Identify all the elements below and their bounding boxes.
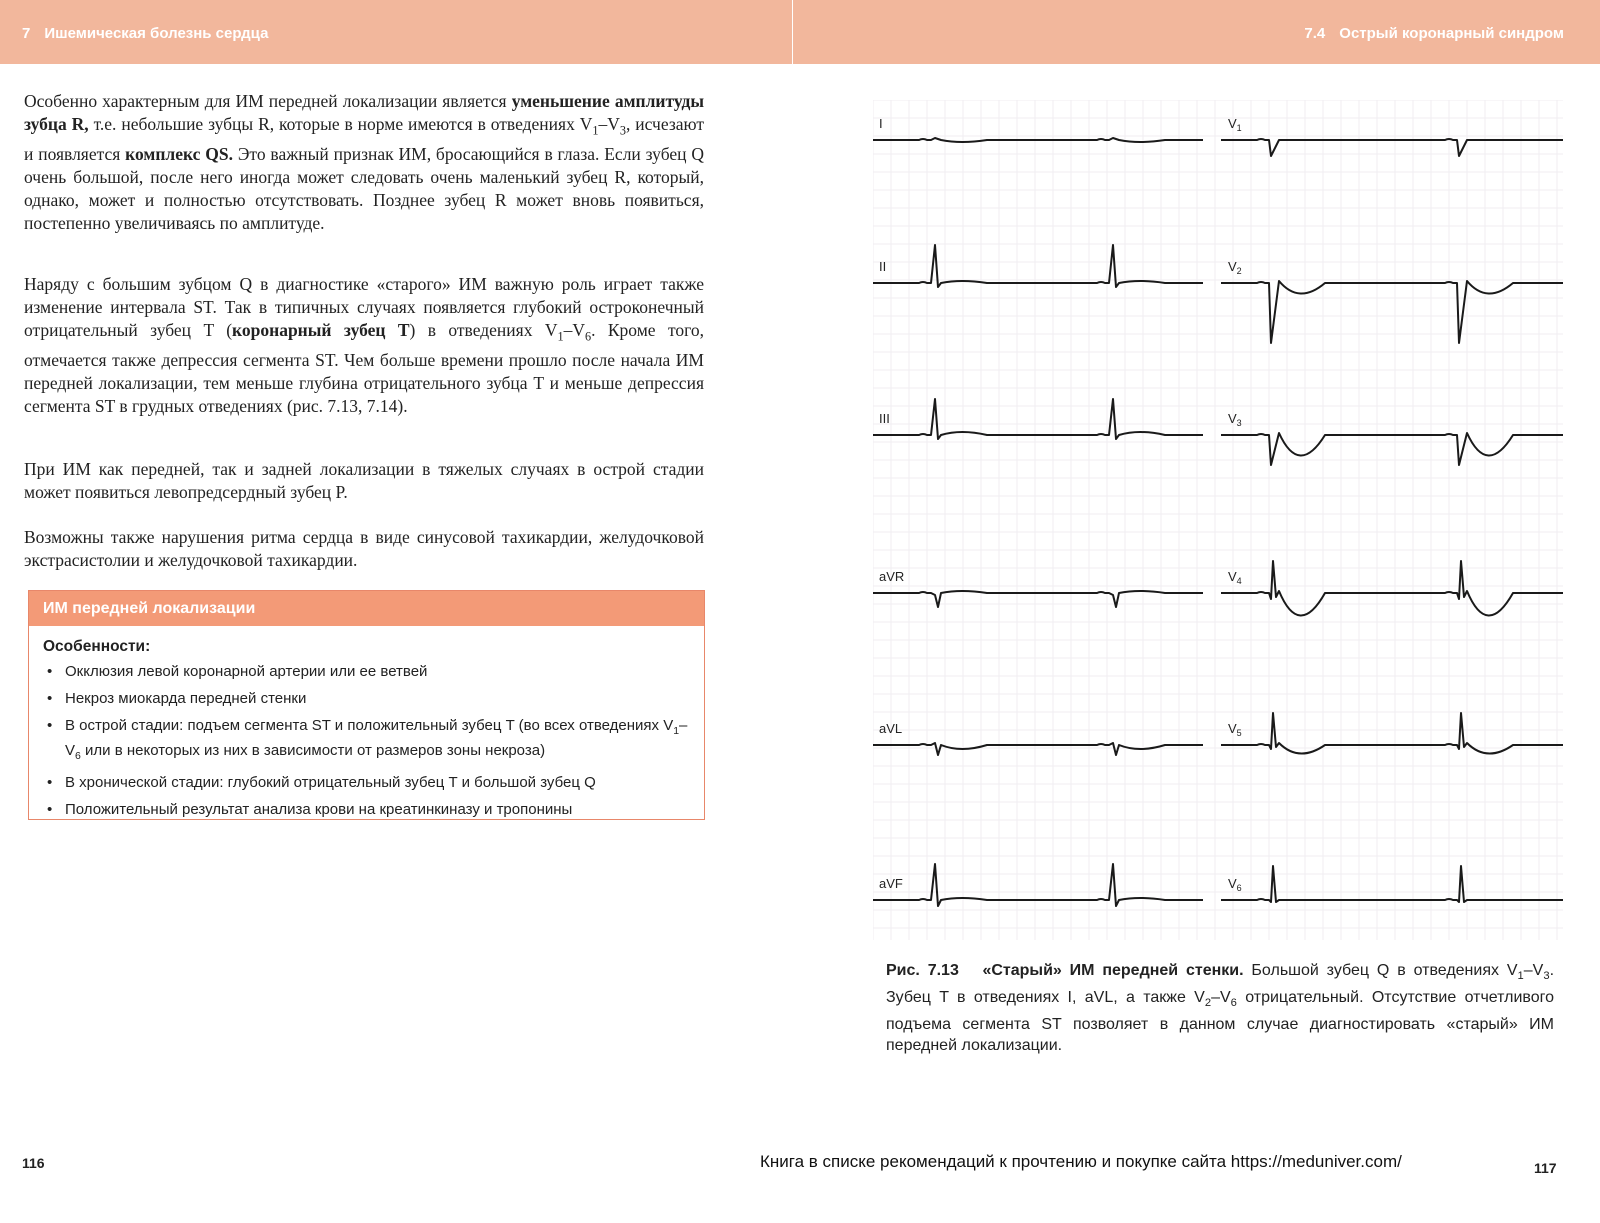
p1-text-c: т.е. небольшие зубцы R, которые в норме имеются в отведениях V (88, 114, 593, 134)
info-box-list (29, 662, 704, 820)
paragraph-4 (24, 526, 704, 572)
ecg-trace (873, 138, 1203, 142)
section-number: 7.4 (1304, 25, 1326, 42)
p2-sub-2: 6 (585, 329, 592, 344)
page-number-right: 117 (1534, 1160, 1557, 1176)
p1-text-e: Это важный признак ИМ, бросающийся в глаза. Если зубец Q очень большой, после него иногда может следовать очень маленький зубец R, который, однако, может и полностью отсутствовать. Позднее зубец R может вновь появиться, постепенно увеличиваясь по амплитуде. (24, 143, 704, 233)
list-item-tail: или в некоторых из них в зависимости от размеров зоны некроза) (80, 742, 546, 759)
lead-label-left: aVL (879, 721, 903, 736)
lead-label-right (1228, 569, 1242, 586)
list-item: • Положительный результат анализа крови на креатинкиназу и тропонины (65, 800, 690, 820)
lead-label-right (1228, 411, 1242, 428)
p2-dash: –V (563, 320, 585, 340)
caption-sub-2: 3 (1543, 970, 1550, 983)
lead-label-sub: 4 (1236, 576, 1242, 586)
chapter-title: Ишемическая болезнь сердца (44, 25, 269, 42)
lead-label-left: I (879, 116, 883, 131)
ecg-trace (873, 864, 1203, 906)
lead-label-left: aVF (879, 876, 903, 891)
ecg-trace (873, 591, 1203, 607)
p2-text-d: . Кроме того, отмечается также депрессия сегмента ST. Чем больше времени прошло после начала ИМ передней локализации, тем меньше глубина отрицательного зубца T и меньше депрессия сегмента ST в грудных отведениях (рис. 7.13, 7.14). (24, 320, 704, 416)
ecg-traces (873, 138, 1563, 906)
running-header-right (793, 0, 1600, 64)
lead-label-base: V (1228, 721, 1237, 736)
info-box-subtitle: Особенности: (43, 638, 151, 655)
caption-text-1: Большой зубец Q в отведениях V (1243, 962, 1518, 979)
page-number-left: 116 (22, 1155, 45, 1171)
ecg-trace (873, 399, 1203, 439)
list-item-dash: –V (65, 717, 688, 759)
list-item-sub-2: 6 (75, 750, 81, 762)
lead-label-base: V (1228, 876, 1237, 891)
lead-label-base: V (1228, 569, 1237, 584)
ecg-trace (873, 743, 1203, 755)
lead-label-left: III (879, 411, 890, 426)
p1-bold-b: комплекс QS. (125, 143, 233, 164)
list-item-text: В острой стадии: подъем сегмента ST и положительный зубец T (во всех отведениях V (65, 717, 674, 734)
list-item: • В хронической стадии: глубокий отрицательный зубец T и большой зубец Q (65, 773, 690, 793)
paragraph-3 (24, 458, 704, 504)
lead-label-sub: 6 (1236, 883, 1242, 893)
info-box-title: ИМ передней локализации (29, 591, 704, 626)
section-title: Острый коронарный синдром (1339, 25, 1564, 42)
list-item: • Окклюзия левой коронарной артерии или ее ветвей (65, 662, 690, 682)
p1-text-a: Особенно характерным для ИМ передней локализации является (24, 91, 512, 111)
p1-bold-a: уменьшение амплитуды зубца R, (24, 91, 704, 134)
p3-text: При ИМ как передней, так и задней локализации в тяжелых случаях в острой стадии может появиться левопредсердный зубец P. (24, 459, 704, 502)
caption-text-2: –V (1523, 962, 1544, 979)
lead-label-right (1228, 876, 1242, 893)
caption-text-3: . Зубец T в отведениях I, aVL, а также V (886, 962, 1555, 1007)
ecg-grid (873, 100, 1563, 940)
caption-sub-3: 2 (1204, 997, 1212, 1010)
ecg-trace (873, 245, 1203, 287)
p2-text-c: ) в отведениях V (409, 320, 558, 340)
footer-note: Книга в списке рекомендаций к прочтению и покупке сайта https://meduniver.com/ (760, 1152, 1402, 1171)
paragraph-1 (24, 90, 704, 235)
info-box (28, 590, 705, 820)
figure-title: «Старый» ИМ передней стенки. (982, 962, 1244, 979)
p1-dash: –V (598, 114, 620, 134)
caption-sub-1: 1 (1517, 970, 1524, 983)
caption-sub-4: 6 (1230, 997, 1237, 1010)
ecg-figure (873, 100, 1563, 940)
lead-label-sub: 1 (1236, 123, 1242, 133)
ecg-svg (873, 100, 1563, 940)
running-header-left (0, 0, 792, 64)
lead-label-sub: 3 (1236, 418, 1242, 428)
ecg-trace (1221, 866, 1563, 902)
p1-sub-2: 3 (619, 123, 626, 138)
list-item (65, 716, 690, 766)
lead-label-sub: 2 (1236, 266, 1242, 276)
p1-sub-1: 1 (592, 123, 599, 138)
lead-label-left: II (879, 259, 887, 274)
chapter-number: 7 (22, 25, 31, 42)
p2-text-a: Наряду с большим зубцом Q в диагностике «старого» ИМ важную роль играет также изменение интервала ST. Так в типичных случаях появляется глубокий остроконечный отрицательный зубец T ( (24, 274, 704, 340)
lead-label-sub: 5 (1236, 728, 1242, 738)
lead-label-base: V (1228, 259, 1237, 274)
running-header-right-text (1304, 25, 1564, 42)
ecg-trace (1221, 713, 1563, 754)
caption-text-5: отрицательный. Отсутствие отчетливого подъема сегмента ST позволяет в данном случае диагностировать «старый» ИМ передней локализации. (886, 989, 1555, 1055)
lead-label-base: V (1228, 411, 1237, 426)
list-item: • Некроз миокарда передней стенки (65, 689, 690, 709)
lead-label-right (1228, 721, 1242, 738)
p2-bold-a: коронарный зубец T (232, 320, 410, 340)
lead-label-left: aVR (879, 569, 905, 584)
list-item-sub-1: 1 (673, 725, 680, 737)
ecg-trace (1221, 561, 1563, 616)
caption-text-4: –V (1211, 989, 1231, 1007)
figure-caption (886, 960, 1554, 1056)
figure-number: Рис. 7.13 (886, 962, 959, 979)
p4-text: Возможны также нарушения ритма сердца в виде синусовой тахикардии, желудочковой экстрасистолии и желудочковой тахикардии. (24, 527, 704, 570)
running-header-left-text (22, 25, 268, 42)
paragraph-2 (24, 273, 704, 418)
p1-text-d: , исчезают и появляется (24, 114, 705, 164)
p2-sub-1: 1 (557, 329, 564, 344)
lead-label-base: V (1228, 116, 1237, 131)
ecg-labels (879, 116, 1242, 893)
lead-label-right (1228, 116, 1242, 133)
ecg-trace (1221, 139, 1563, 156)
